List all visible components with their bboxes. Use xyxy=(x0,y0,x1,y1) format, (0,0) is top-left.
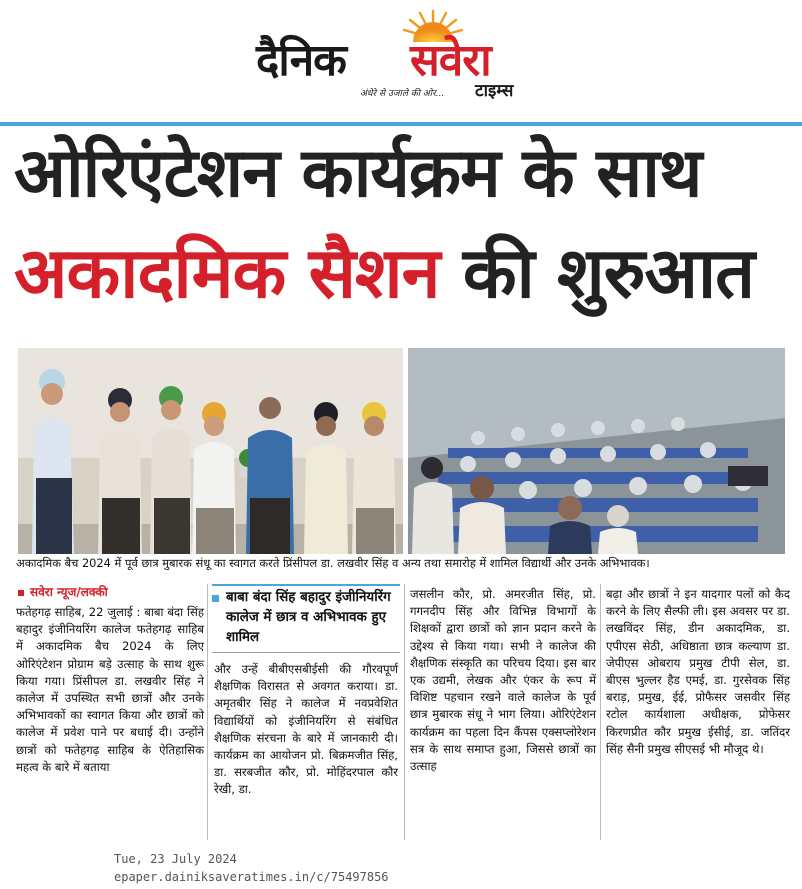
masthead-divider xyxy=(0,122,802,126)
article-paragraph: जसलीन कौर, प्रो. अमरजीत सिंह, प्रो. गगनदीप सिंह और विभिन्न विभागों के शिक्षकों द्वारा छात्रों को ज्ञान प्रदान करने के उद्देश्य से किया गया। सभी ने कालेज की शैक्षणिक संस्कृति का परिचय दिया। इस बार एक उद्यमी, लेखक और एंकर के रूप में विशिष्ट पहचान रखने वाले कालेज के पूर्व छात्र मुबारक संधू ने भाग लिया। ओरिएंटेशन कार्यक्रम का पहला दिन कैंपस एक्सप्लोरेशन सत्र के साथ समाप्त हुआ, जिससे छात्रों का उत्साह xyxy=(410,587,596,774)
article-column-3 xyxy=(410,586,596,775)
column-divider xyxy=(207,584,208,840)
headline-highlight: अकादमिक सैशन xyxy=(14,232,440,314)
article-paragraph: फतेहगढ़ साहिब, 22 जुलाई : बाबा बंदा सिंह बहादुर इंजीनियरिंग कालेज फतेहगढ़ साहिब में अकादमिक बैच 2024 के लिए ओरिएंटेशन प्रोग्राम बड़े उत्साह के साथ शुरू किया गया। प्रिंसीपल डा. लखवीर सिंह ने कालेज में उपस्थित सभी छात्रों और उनके अभिभावकों का स्वागत किया और छात्रों को कालेज में प्रवेश पाने पर बधाई दी। उन्होंने छात्रों को फतेहगढ़ साहिब के ऐतिहासिक महत्व के बारे में बताया xyxy=(16,605,204,774)
article-paragraph: और उन्हें बीबीएसबीईसी की गौरवपूर्ण शैक्षणिक विरासत से अवगत कराया। डा. अमृतबीर सिंह ने कालेज में नवप्रवेशित विद्यार्थियों को इंजीनियरिंग से संबंधित शैक्षणिक संरचना के बारे में जानकारी दी। कार्यक्रम का आयोजन प्रो. बिक्रमजीत सिंह, डा. सरबजीत कौर, प्रो. मोहिंदरपाल कौर रेखी, डा. xyxy=(214,662,398,797)
subhead-divider xyxy=(212,652,400,653)
masthead xyxy=(0,0,802,120)
headline-line-2 xyxy=(14,232,794,314)
photo-alumni-welcome[interactable] xyxy=(18,348,403,554)
subhead-text: बाबा बंदा सिंह बहादुर इंजीनियरिंग कालेज में छात्र व अभिभावक हुए शामिल xyxy=(212,588,400,648)
article-paragraph: बढ़ा और छात्रों ने इन यादगार पलों को कैद करने के लिए सैल्फी ली। इस अवसर पर डा. लखविंदर सिंह, डीन अकादमिक, डा. एपीएस सेठी, अधिष्ठाता छात्र कल्याण डा. जेपीएस ओबराय प्रमुख टीपी सेल, डा. बीएस भुल्लर हैड एमई, डा. गुरसेवक सिंह बराड़, प्रमुख, ईई, प्रोफैसर जसवीर सिंह रटोल कार्यशाला अधीक्षक, प्रोफेसर किरणप्रीत कौर प्रमुख ईसीई, डा. जतिंदर सिंह सैनी प्रमुख सीएसई भी मौजूद थे। xyxy=(606,587,790,756)
brand-name-part1: दैनिक xyxy=(256,35,346,86)
article-column-4 xyxy=(606,586,790,758)
brand-name-part2: सवेरा xyxy=(410,35,491,86)
column-divider xyxy=(600,584,601,840)
photo-auditorium-audience[interactable] xyxy=(408,348,785,554)
headline-rest: की शुरुआत xyxy=(462,232,754,314)
headline-line-1: ओरिएंटेशन कार्यक्रम के साथ xyxy=(14,134,702,213)
article-subhead xyxy=(212,584,400,653)
epaper-link[interactable]: epaper.dainiksaveratimes.in/c/75497856 xyxy=(114,870,389,884)
brand-tagline: अंधेरे से उजाले की ओर... xyxy=(360,89,445,99)
byline: सवेरा न्यूज/लक्की xyxy=(18,583,108,600)
photo-caption: अकादमिक बैच 2024 में पूर्व छात्र मुबारक संधू का स्वागत करते प्रिंसीपल डा. लखवीर सिंह व अन्य तथा समारोह में शामिल विद्यार्थी और उनके अभिभावक। xyxy=(16,556,650,570)
article-column-1 xyxy=(16,604,204,776)
newspaper-logo[interactable] xyxy=(250,6,560,102)
publication-date: Tue, 23 July 2024 xyxy=(114,852,237,866)
column-divider xyxy=(404,584,405,840)
brand-suffix: टाइम्स xyxy=(475,81,514,101)
audience-photo-illustration xyxy=(408,348,785,554)
group-photo-illustration xyxy=(18,348,403,554)
article-column-2 xyxy=(214,661,398,799)
epaper-footer xyxy=(114,850,389,886)
